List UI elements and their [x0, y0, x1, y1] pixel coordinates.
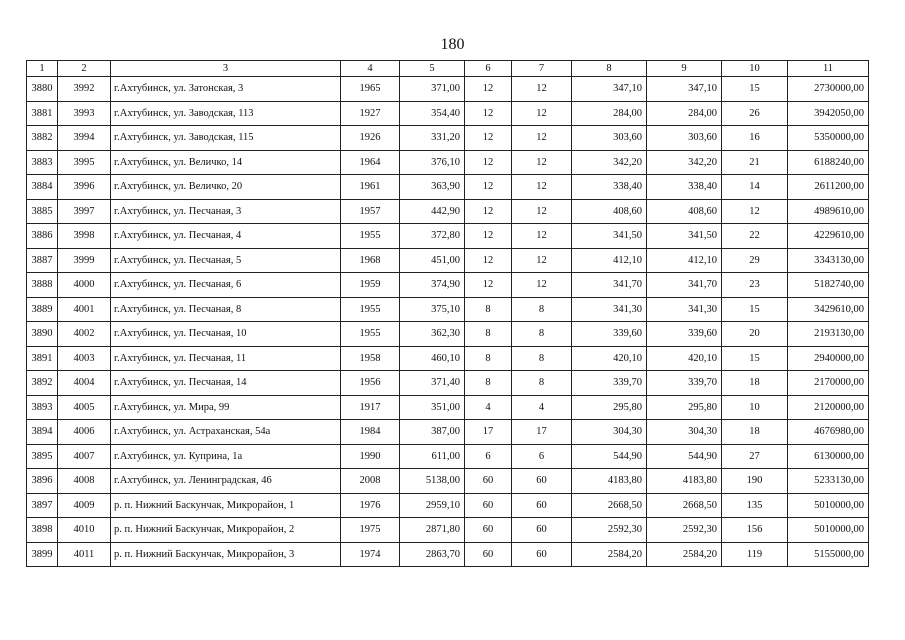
- cell-year-built: 1955: [341, 297, 400, 322]
- cell-address: г.Ахтубинск, ул. Песчаная, 6: [111, 273, 341, 298]
- cell-col9-area: 304,30: [647, 420, 722, 445]
- cell-row-no: 3885: [27, 199, 58, 224]
- cell-col7-count: 8: [512, 346, 572, 371]
- cell-row-no: 3887: [27, 248, 58, 273]
- cell-living-area: 544,90: [572, 444, 647, 469]
- cell-col6-count: 12: [465, 224, 512, 249]
- column-header-9: 9: [647, 61, 722, 77]
- cell-living-area: 420,10: [572, 346, 647, 371]
- cell-col7-count: 12: [512, 101, 572, 126]
- cell-col7-count: 12: [512, 126, 572, 151]
- cell-col7-count: 12: [512, 248, 572, 273]
- cell-col6-count: 12: [465, 175, 512, 200]
- cell-year-built: 1990: [341, 444, 400, 469]
- cell-address: г.Ахтубинск, ул. Заводская, 113: [111, 101, 341, 126]
- cell-year-built: 1958: [341, 346, 400, 371]
- table-row: [27, 469, 869, 494]
- cell-row-no: 3888: [27, 273, 58, 298]
- cell-total-area: 362,30: [400, 322, 465, 347]
- cell-row-no: 3889: [27, 297, 58, 322]
- cell-address: г.Ахтубинск, ул. Мира, 99: [111, 395, 341, 420]
- cell-col9-area: 347,10: [647, 77, 722, 102]
- cell-amount: 5010000,00: [788, 518, 869, 543]
- cell-amount: 5233130,00: [788, 469, 869, 494]
- table-row: [27, 297, 869, 322]
- cell-total-area: 375,10: [400, 297, 465, 322]
- cell-col6-count: 12: [465, 273, 512, 298]
- cell-col6-count: 17: [465, 420, 512, 445]
- cell-living-area: 412,10: [572, 248, 647, 273]
- cell-residents: 15: [722, 77, 788, 102]
- cell-col6-count: 8: [465, 322, 512, 347]
- table-row: [27, 493, 869, 518]
- cell-residents: 29: [722, 248, 788, 273]
- cell-amount: 6130000,00: [788, 444, 869, 469]
- table-row: [27, 346, 869, 371]
- cell-living-area: 342,20: [572, 150, 647, 175]
- cell-living-area: 339,70: [572, 371, 647, 396]
- cell-amount: 2730000,00: [788, 77, 869, 102]
- cell-residents: 18: [722, 371, 788, 396]
- cell-record-id: 4009: [58, 493, 111, 518]
- cell-amount: 5182740,00: [788, 273, 869, 298]
- cell-address: г.Ахтубинск, ул. Заводская, 115: [111, 126, 341, 151]
- table-row: [27, 395, 869, 420]
- cell-address: г.Ахтубинск, ул. Песчаная, 3: [111, 199, 341, 224]
- cell-year-built: 1957: [341, 199, 400, 224]
- cell-col9-area: 338,40: [647, 175, 722, 200]
- cell-col7-count: 12: [512, 224, 572, 249]
- cell-col7-count: 12: [512, 77, 572, 102]
- cell-record-id: 4004: [58, 371, 111, 396]
- cell-address: р. п. Нижний Баскунчак, Микрорайон, 1: [111, 493, 341, 518]
- cell-year-built: 1975: [341, 518, 400, 543]
- cell-record-id: 3997: [58, 199, 111, 224]
- cell-col6-count: 8: [465, 371, 512, 396]
- cell-col7-count: 6: [512, 444, 572, 469]
- cell-living-area: 347,10: [572, 77, 647, 102]
- cell-row-no: 3897: [27, 493, 58, 518]
- cell-col7-count: 60: [512, 469, 572, 494]
- cell-amount: 6188240,00: [788, 150, 869, 175]
- cell-record-id: 3999: [58, 248, 111, 273]
- cell-row-no: 3880: [27, 77, 58, 102]
- cell-residents: 27: [722, 444, 788, 469]
- cell-col7-count: 12: [512, 199, 572, 224]
- cell-amount: 2170000,00: [788, 371, 869, 396]
- cell-record-id: 3998: [58, 224, 111, 249]
- cell-amount: 2120000,00: [788, 395, 869, 420]
- cell-residents: 119: [722, 542, 788, 567]
- table-row: [27, 444, 869, 469]
- cell-col9-area: 341,50: [647, 224, 722, 249]
- cell-living-area: 408,60: [572, 199, 647, 224]
- cell-amount: 2193130,00: [788, 322, 869, 347]
- cell-total-area: 376,10: [400, 150, 465, 175]
- column-header-8: 8: [572, 61, 647, 77]
- header-row: [27, 61, 869, 77]
- cell-row-no: 3884: [27, 175, 58, 200]
- cell-address: г.Ахтубинск, ул. Песчаная, 5: [111, 248, 341, 273]
- cell-total-area: 372,80: [400, 224, 465, 249]
- cell-col9-area: 412,10: [647, 248, 722, 273]
- cell-year-built: 1961: [341, 175, 400, 200]
- cell-row-no: 3898: [27, 518, 58, 543]
- cell-col9-area: 4183,80: [647, 469, 722, 494]
- cell-address: р. п. Нижний Баскунчак, Микрорайон, 3: [111, 542, 341, 567]
- cell-living-area: 341,70: [572, 273, 647, 298]
- cell-record-id: 3992: [58, 77, 111, 102]
- cell-col9-area: 284,00: [647, 101, 722, 126]
- cell-row-no: 3896: [27, 469, 58, 494]
- cell-col9-area: 303,60: [647, 126, 722, 151]
- cell-col6-count: 6: [465, 444, 512, 469]
- cell-address: г.Ахтубинск, ул. Величко, 20: [111, 175, 341, 200]
- column-header-6: 6: [465, 61, 512, 77]
- cell-amount: 5350000,00: [788, 126, 869, 151]
- column-header-7: 7: [512, 61, 572, 77]
- cell-row-no: 3891: [27, 346, 58, 371]
- cell-residents: 26: [722, 101, 788, 126]
- cell-total-area: 442,90: [400, 199, 465, 224]
- cell-col9-area: 420,10: [647, 346, 722, 371]
- cell-living-area: 2584,20: [572, 542, 647, 567]
- cell-address: р. п. Нижний Баскунчак, Микрорайон, 2: [111, 518, 341, 543]
- cell-record-id: 3995: [58, 150, 111, 175]
- table-row: [27, 150, 869, 175]
- cell-living-area: 295,80: [572, 395, 647, 420]
- cell-row-no: 3894: [27, 420, 58, 445]
- cell-residents: 18: [722, 420, 788, 445]
- cell-amount: 3942050,00: [788, 101, 869, 126]
- cell-row-no: 3895: [27, 444, 58, 469]
- cell-row-no: 3893: [27, 395, 58, 420]
- cell-amount: 5010000,00: [788, 493, 869, 518]
- cell-address: г.Ахтубинск, ул. Куприна, 1а: [111, 444, 341, 469]
- table-row: [27, 126, 869, 151]
- cell-year-built: 1965: [341, 77, 400, 102]
- cell-address: г.Ахтубинск, ул. Песчаная, 11: [111, 346, 341, 371]
- page-number: 180: [440, 36, 465, 53]
- cell-col6-count: 12: [465, 150, 512, 175]
- cell-residents: 15: [722, 297, 788, 322]
- cell-address: г.Ахтубинск, ул. Затонская, 3: [111, 77, 341, 102]
- cell-col6-count: 60: [465, 469, 512, 494]
- table-row: [27, 101, 869, 126]
- cell-col6-count: 12: [465, 77, 512, 102]
- column-header-3: 3: [111, 61, 341, 77]
- cell-residents: 22: [722, 224, 788, 249]
- cell-col6-count: 12: [465, 248, 512, 273]
- cell-col6-count: 12: [465, 126, 512, 151]
- column-header-11: 11: [788, 61, 869, 77]
- cell-record-id: 4001: [58, 297, 111, 322]
- cell-col6-count: 8: [465, 297, 512, 322]
- column-header-4: 4: [341, 61, 400, 77]
- cell-year-built: 1956: [341, 371, 400, 396]
- cell-year-built: 1927: [341, 101, 400, 126]
- cell-year-built: 1976: [341, 493, 400, 518]
- cell-record-id: 4010: [58, 518, 111, 543]
- cell-address: г.Ахтубинск, ул. Астраханская, 54а: [111, 420, 341, 445]
- cell-residents: 14: [722, 175, 788, 200]
- table-row: [27, 420, 869, 445]
- cell-col9-area: 295,80: [647, 395, 722, 420]
- cell-col9-area: 341,70: [647, 273, 722, 298]
- cell-col9-area: 341,30: [647, 297, 722, 322]
- cell-col9-area: 339,60: [647, 322, 722, 347]
- cell-col9-area: 342,20: [647, 150, 722, 175]
- table-row: [27, 322, 869, 347]
- cell-amount: 4989610,00: [788, 199, 869, 224]
- cell-row-no: 3882: [27, 126, 58, 151]
- cell-col9-area: 2592,30: [647, 518, 722, 543]
- cell-amount: 4229610,00: [788, 224, 869, 249]
- cell-living-area: 303,60: [572, 126, 647, 151]
- cell-year-built: 1917: [341, 395, 400, 420]
- cell-address: г.Ахтубинск, ул. Величко, 14: [111, 150, 341, 175]
- cell-living-area: 338,40: [572, 175, 647, 200]
- cell-total-area: 371,00: [400, 77, 465, 102]
- cell-amount: 3343130,00: [788, 248, 869, 273]
- cell-record-id: 4000: [58, 273, 111, 298]
- cell-record-id: 4002: [58, 322, 111, 347]
- cell-year-built: 1964: [341, 150, 400, 175]
- cell-row-no: 3883: [27, 150, 58, 175]
- cell-col7-count: 12: [512, 273, 572, 298]
- cell-year-built: 1955: [341, 322, 400, 347]
- table-body: [27, 77, 869, 567]
- table-row: [27, 224, 869, 249]
- cell-record-id: 4006: [58, 420, 111, 445]
- cell-residents: 10: [722, 395, 788, 420]
- column-header-5: 5: [400, 61, 465, 77]
- cell-residents: 15: [722, 346, 788, 371]
- cell-total-area: 374,90: [400, 273, 465, 298]
- cell-year-built: 1926: [341, 126, 400, 151]
- cell-living-area: 2668,50: [572, 493, 647, 518]
- cell-col6-count: 60: [465, 518, 512, 543]
- cell-record-id: 3996: [58, 175, 111, 200]
- cell-amount: 4676980,00: [788, 420, 869, 445]
- cell-residents: 156: [722, 518, 788, 543]
- cell-address: г.Ахтубинск, ул. Песчаная, 4: [111, 224, 341, 249]
- cell-record-id: 4011: [58, 542, 111, 567]
- cell-row-no: 3881: [27, 101, 58, 126]
- cell-total-area: 2871,80: [400, 518, 465, 543]
- cell-total-area: 351,00: [400, 395, 465, 420]
- cell-residents: 135: [722, 493, 788, 518]
- cell-col6-count: 60: [465, 493, 512, 518]
- cell-total-area: 2959,10: [400, 493, 465, 518]
- cell-col7-count: 60: [512, 493, 572, 518]
- cell-col7-count: 12: [512, 175, 572, 200]
- cell-year-built: 1955: [341, 224, 400, 249]
- cell-amount: 5155000,00: [788, 542, 869, 567]
- registry-table: [26, 60, 869, 567]
- cell-amount: 2611200,00: [788, 175, 869, 200]
- cell-col7-count: 8: [512, 371, 572, 396]
- cell-year-built: 1984: [341, 420, 400, 445]
- cell-col7-count: 8: [512, 322, 572, 347]
- cell-col9-area: 544,90: [647, 444, 722, 469]
- cell-living-area: 341,30: [572, 297, 647, 322]
- cell-row-no: 3890: [27, 322, 58, 347]
- cell-col6-count: 4: [465, 395, 512, 420]
- cell-col7-count: 8: [512, 297, 572, 322]
- cell-living-area: 2592,30: [572, 518, 647, 543]
- cell-residents: 190: [722, 469, 788, 494]
- cell-record-id: 4005: [58, 395, 111, 420]
- cell-year-built: 1959: [341, 273, 400, 298]
- cell-address: г.Ахтубинск, ул. Ленинградская, 46: [111, 469, 341, 494]
- table-row: [27, 542, 869, 567]
- cell-residents: 23: [722, 273, 788, 298]
- table-row: [27, 199, 869, 224]
- cell-living-area: 341,50: [572, 224, 647, 249]
- table-row: [27, 175, 869, 200]
- cell-col6-count: 8: [465, 346, 512, 371]
- cell-record-id: 4003: [58, 346, 111, 371]
- cell-living-area: 4183,80: [572, 469, 647, 494]
- column-header-10: 10: [722, 61, 788, 77]
- cell-total-area: 331,20: [400, 126, 465, 151]
- cell-residents: 16: [722, 126, 788, 151]
- cell-col9-area: 2668,50: [647, 493, 722, 518]
- cell-total-area: 611,00: [400, 444, 465, 469]
- cell-col7-count: 12: [512, 150, 572, 175]
- cell-year-built: 1968: [341, 248, 400, 273]
- cell-col9-area: 2584,20: [647, 542, 722, 567]
- cell-col7-count: 4: [512, 395, 572, 420]
- table-row: [27, 77, 869, 102]
- cell-residents: 20: [722, 322, 788, 347]
- cell-address: г.Ахтубинск, ул. Песчаная, 8: [111, 297, 341, 322]
- cell-record-id: 4007: [58, 444, 111, 469]
- cell-col6-count: 60: [465, 542, 512, 567]
- cell-col7-count: 60: [512, 542, 572, 567]
- cell-year-built: 2008: [341, 469, 400, 494]
- cell-total-area: 451,00: [400, 248, 465, 273]
- cell-total-area: 5138,00: [400, 469, 465, 494]
- cell-amount: 2940000,00: [788, 346, 869, 371]
- cell-living-area: 339,60: [572, 322, 647, 347]
- cell-col6-count: 12: [465, 101, 512, 126]
- cell-total-area: 371,40: [400, 371, 465, 396]
- cell-record-id: 4008: [58, 469, 111, 494]
- cell-living-area: 304,30: [572, 420, 647, 445]
- cell-col9-area: 408,60: [647, 199, 722, 224]
- cell-total-area: 354,40: [400, 101, 465, 126]
- column-header-2: 2: [58, 61, 111, 77]
- cell-row-no: 3886: [27, 224, 58, 249]
- cell-col7-count: 17: [512, 420, 572, 445]
- cell-col9-area: 339,70: [647, 371, 722, 396]
- cell-residents: 21: [722, 150, 788, 175]
- cell-address: г.Ахтубинск, ул. Песчаная, 14: [111, 371, 341, 396]
- cell-row-no: 3892: [27, 371, 58, 396]
- cell-amount: 3429610,00: [788, 297, 869, 322]
- table-row: [27, 248, 869, 273]
- cell-year-built: 1974: [341, 542, 400, 567]
- cell-record-id: 3993: [58, 101, 111, 126]
- table-row: [27, 518, 869, 543]
- cell-residents: 12: [722, 199, 788, 224]
- cell-total-area: 363,90: [400, 175, 465, 200]
- cell-total-area: 460,10: [400, 346, 465, 371]
- cell-col6-count: 12: [465, 199, 512, 224]
- cell-row-no: 3899: [27, 542, 58, 567]
- cell-total-area: 387,00: [400, 420, 465, 445]
- cell-living-area: 284,00: [572, 101, 647, 126]
- cell-address: г.Ахтубинск, ул. Песчаная, 10: [111, 322, 341, 347]
- table-row: [27, 273, 869, 298]
- cell-total-area: 2863,70: [400, 542, 465, 567]
- cell-record-id: 3994: [58, 126, 111, 151]
- column-header-1: 1: [27, 61, 58, 77]
- cell-col7-count: 60: [512, 518, 572, 543]
- table-row: [27, 371, 869, 396]
